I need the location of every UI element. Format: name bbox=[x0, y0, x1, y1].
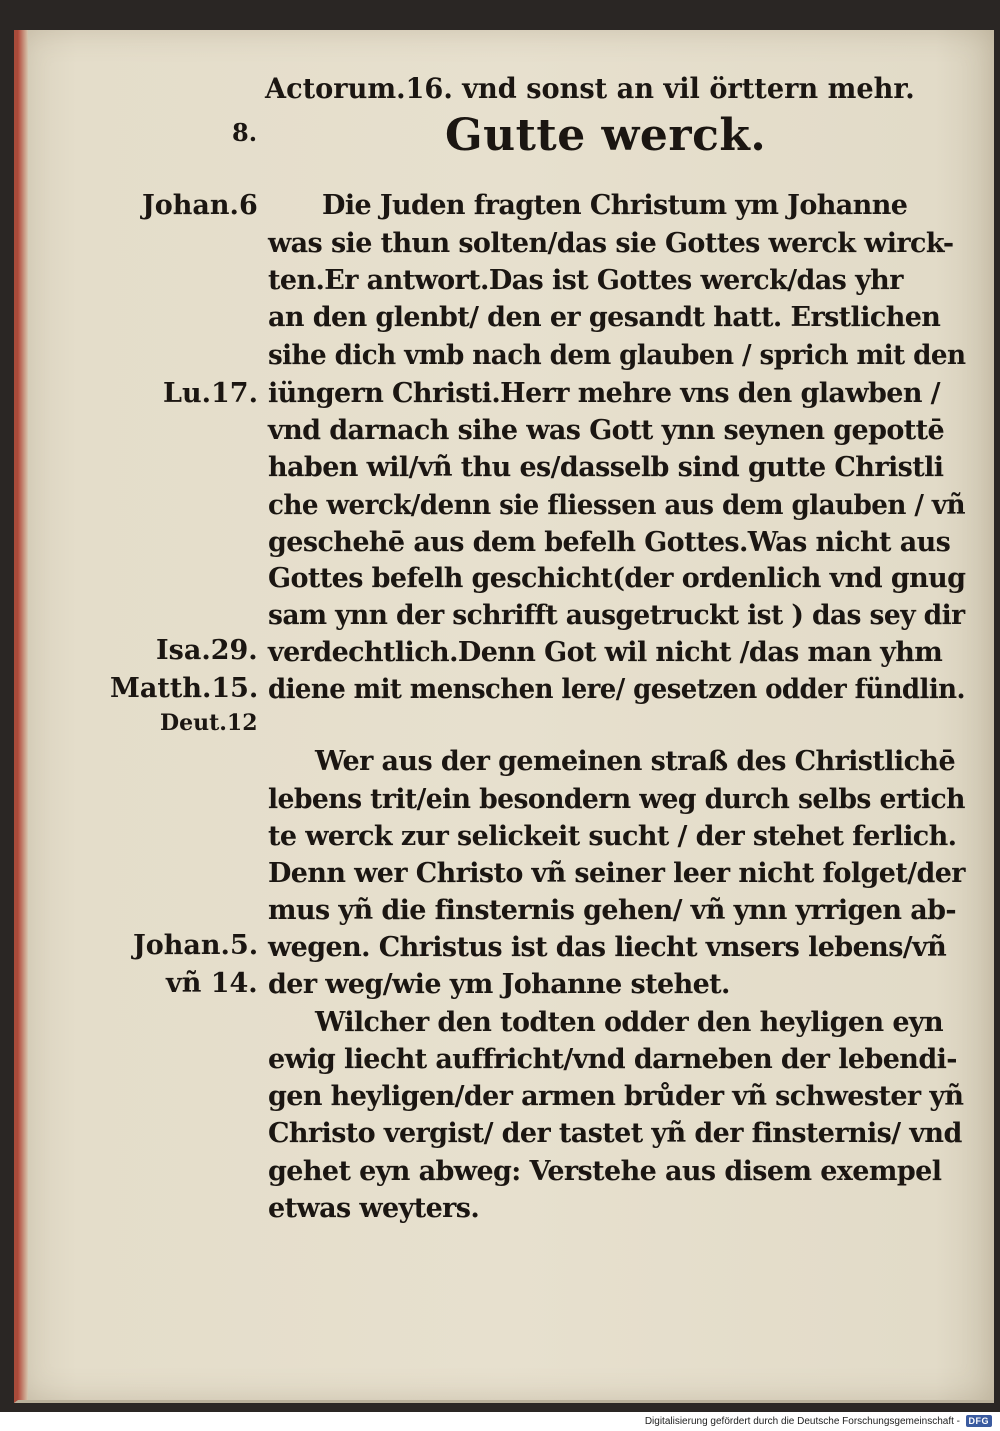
body-line: te werck zur selickeit sucht / der stehet ferlich. bbox=[268, 821, 957, 852]
running-head: Actorum.16. vnd sonst an vil örttern mehr. bbox=[265, 72, 915, 105]
body-line: ten.Er antwort.Das ist Gottes werck/das yhr bbox=[268, 265, 903, 296]
body-line: ewig liecht auffricht/vnd darneben der lebendi- bbox=[268, 1044, 957, 1075]
margin-note: Johan.6 bbox=[142, 190, 258, 221]
body-line: der weg/wie ym Johanne stehet. bbox=[268, 969, 730, 1000]
body-line: Die Juden fragten Christum ym Johanne bbox=[322, 190, 908, 221]
margin-note: Johan.5. bbox=[133, 930, 259, 961]
footer-credit: Digitalisierung gefördert durch die Deutsche Forschungsgemeinschaft - bbox=[644, 1416, 960, 1427]
margin-note: Lu.17. bbox=[163, 378, 258, 409]
book-spine-edge bbox=[18, 30, 28, 1400]
body-line: was sie thun solten/das sie Gottes werck wirck- bbox=[268, 228, 954, 259]
body-line: gen heyligen/der armen brůder vñ schwester yñ bbox=[268, 1081, 964, 1112]
digitization-footer bbox=[0, 1412, 1000, 1431]
body-line: etwas weyters. bbox=[268, 1193, 480, 1224]
body-line: verdechtlich.Denn Got wil nicht /das man yhm bbox=[268, 637, 943, 668]
margin-note: vñ 14. bbox=[166, 968, 258, 999]
body-line: Christo vergist/ der tastet yñ der finsternis/ vnd bbox=[268, 1118, 962, 1149]
body-line: Wilcher den todten odder den heyligen eyn bbox=[315, 1007, 944, 1038]
body-line: mus yñ die finsternis gehen/ vñ ynn yrrigen ab- bbox=[268, 895, 956, 926]
body-line: sam ynn der schrifft ausgetruckt ist ) das sey dir bbox=[268, 600, 965, 631]
body-line: sihe dich vmb nach dem glauben / sprich mit den bbox=[268, 340, 966, 371]
body-line: Denn wer Christo vñ seiner leer nicht folget/der bbox=[268, 858, 965, 889]
margin-note: Deut.12 bbox=[160, 710, 258, 736]
body-line: geschehē aus dem befelh Gottes.Was nicht aus bbox=[268, 527, 951, 558]
body-line: Wer aus der gemeinen straß des Christlichē bbox=[315, 746, 956, 777]
body-line: che werck/denn sie fliessen aus dem glauben / vñ bbox=[268, 490, 966, 521]
margin-note: Matth.15. bbox=[110, 673, 259, 704]
page-number: 8. bbox=[232, 118, 258, 147]
body-line: diene mit menschen lere/ gesetzen odder fündlin. bbox=[268, 674, 965, 705]
margin-note: Isa.29. bbox=[156, 635, 258, 666]
body-line: wegen. Christus ist das liecht vnsers lebens/vñ bbox=[268, 932, 947, 963]
body-line: vnd darnach sihe was Gott ynn seynen gepottē bbox=[268, 415, 945, 446]
body-line: an den glenbt/ den er gesandt hatt. Erstlichen bbox=[268, 302, 941, 333]
section-heading: Gutte werck. bbox=[445, 110, 767, 161]
body-line: haben wil/vñ thu es/dasselb sind gutte Christli bbox=[268, 452, 944, 483]
body-line: iüngern Christi.Herr mehre vns den glawben / bbox=[268, 378, 940, 409]
body-line: Gottes befelh geschicht(der ordenlich vnd gnug bbox=[268, 563, 966, 594]
dfg-logo: DFG bbox=[966, 1415, 993, 1427]
body-line: gehet eyn abweg: Verstehe aus disem exempel bbox=[268, 1156, 942, 1187]
body-line: lebens trit/ein besondern weg durch selbs ertich bbox=[268, 784, 965, 815]
